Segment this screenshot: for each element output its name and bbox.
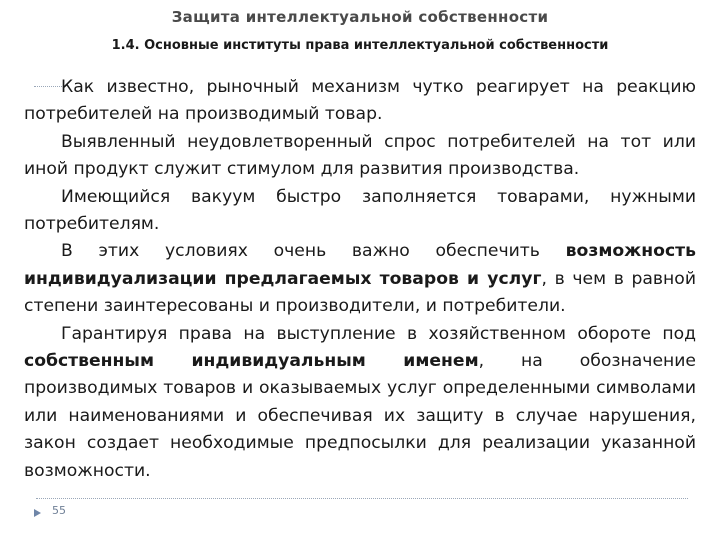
bottom-divider xyxy=(36,498,688,499)
paragraph-4-text-start: В этих условиях очень важно обеспечить xyxy=(61,241,566,262)
paragraph-2: Выявленный неудовлетворенный спрос потребителей на тот или иной продукт служит стимулом для развития производства. xyxy=(24,131,696,180)
paragraph-4-text-end: , в чем в равной степени заинтересованы и производители, и потребители. xyxy=(24,268,696,317)
slide-title: Защита интеллектуальной собственности xyxy=(171,8,549,26)
slide-subtitle: 1.4. Основные институты права интеллектуальной собственности xyxy=(111,38,609,53)
paragraph-4-emphasis: возможность индивидуализации предлагаемых товаров и услуг xyxy=(24,241,696,289)
paragraph-5-text-start: Гарантируя права на выступление в хозяйственном обороте под xyxy=(61,323,696,344)
page-number: 55 xyxy=(52,504,66,517)
triangle-arrow-icon xyxy=(34,509,41,517)
body-text xyxy=(24,74,696,485)
paragraph-3: Имеющийся вакуум быстро заполняется товарами, нужными потребителям. xyxy=(24,186,696,235)
paragraph-5-emphasis: собственным индивидуальным именем xyxy=(24,351,479,372)
paragraph-4 xyxy=(24,238,696,320)
paragraph-5-text-end: , на обозначение производимых товаров и оказываемых услуг определенными символами или наименованиями и обеспечивая их защиту в случае нарушения, закон создает необходимые предпосылки для реализации указанной возможности. xyxy=(24,351,696,481)
paragraph-5 xyxy=(24,321,696,485)
paragraph-1: Как известно, рыночный механизм чутко реагирует на реакцию потребителей на производимый товар. xyxy=(24,77,696,125)
